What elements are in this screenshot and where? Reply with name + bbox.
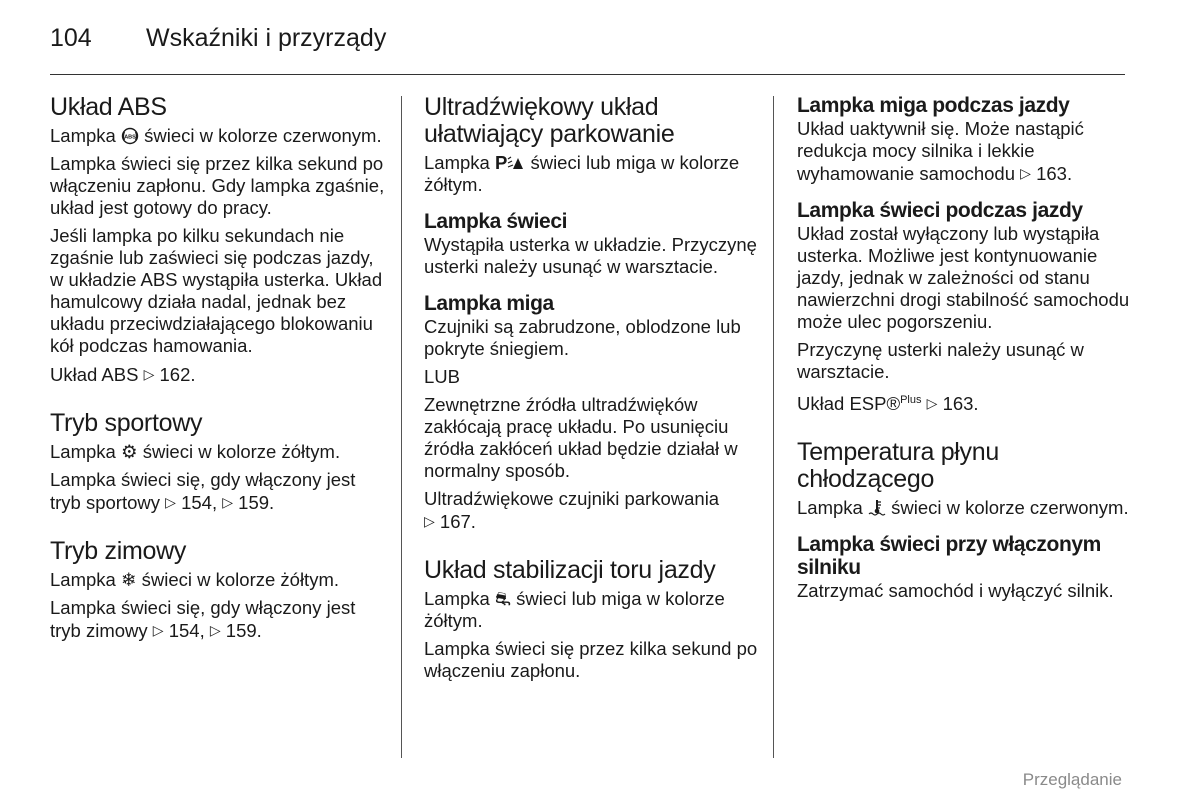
reference-page[interactable]: 163. [1036,163,1073,184]
text: świeci lub miga w kolorze żółtym. [424,588,725,631]
sport-mode-heading: Tryb sportowy [50,409,203,437]
abs-paragraph-3: Jeśli lampka po kilku sekundach nie zgaśnie lub zaświeci się podczas jazdy, w układzie ABS wystąpiła usterka. Układ hamulcowy działa nadal, jednak bez układu przeciwdziałającego blokowaniu kół podczas hamowania. [50,225,383,356]
reference-page[interactable]: 159. [238,492,275,513]
lamp-blink-paragraph-2: Zewnętrzne źródła ultradźwięków zakłócają pracę układu. Po usunięciu źródła zakłóceń układ będzie działał w normalny sposób. [424,394,738,481]
abs-warning-icon [121,127,139,145]
lamp-lit-paragraph: Wystąpiła usterka w układzie. Przyczynę usterki należy usunąć w warsztacie. [424,234,757,277]
parking-letter: P [494,152,508,173]
text: Lampka [797,497,863,519]
sport-paragraph-2 [50,469,390,514]
column-1 [50,94,390,648]
parking-paragraph-1 [424,152,764,196]
coolant-temp-heading: Temperatura płynu chłodzącego [797,438,999,494]
sport-mode-icon: ⚙ [120,441,138,462]
text: Lampka [50,441,116,462]
reference-label: Układ ABS [50,364,139,385]
lit-driving-paragraph: Układ został wyłączony lub wystąpiła usterka. Możliwe jest kontynuowanie jazdy, jednak w zależności od stanu nawierzchni drogi stabilność samochodu może ulec pogorszeniu. [797,223,1130,332]
svg-text:ABS: ABS [124,134,136,141]
chapter-title: Wskaźniki i przyrządy [146,24,387,52]
abs-heading: Układ ABS [50,93,167,121]
reference-arrow-icon: ▷ [424,513,435,529]
text: Lampka [424,588,490,609]
lamp-blink-paragraph: Czujniki są zabrudzone, oblodzone lub pokryte śniegiem. [424,316,741,359]
lit-driving-paragraph-2: Przyczynę usterki należy usunąć w warsztacie. [797,339,1084,382]
winter-paragraph-2 [50,597,390,642]
reference-page[interactable]: 159. [225,620,262,641]
reference-page[interactable]: 154, [181,492,218,513]
esp-paragraph-1 [424,588,764,632]
abs-paragraph-2: Lampka świeci się przez kilka sekund po włączeniu zapłonu. Gdy lampka zgaśnie, układ jest gotowy do pracy. [50,153,385,218]
lamp-blink-heading: Lampka miga [424,292,554,315]
text: Lampka [50,569,116,590]
esp-heading: Układ stabilizacji toru jazdy [424,556,716,584]
text: Lampka świeci się, gdy włączony jest tryb sportowy [50,469,356,513]
blink-driving-paragraph [797,118,1137,185]
text: świeci w kolorze czerwonym. [891,497,1129,519]
text: świeci w kolorze żółtym. [142,441,341,462]
lamp-lit-heading: Lampka świeci [424,210,568,233]
text: Lampka [424,152,490,173]
reference-arrow-icon: ▷ [926,395,938,412]
header-rule [50,74,1125,75]
text: świeci w kolorze żółtym. [141,569,340,590]
text: Lampka świeci się, gdy włączony jest tryb zimowy [50,597,356,641]
text: Ultradźwiękowe czujniki parkowania [424,488,720,509]
text: Układ uaktywnił się. Może nastąpić redukcja mocy silnika i lekkie wyhamowanie samochodu [797,118,1084,184]
engine-on-paragraph: Zatrzymać samochód i wyłączyć silnik. [797,580,1114,602]
text: świeci w kolorze czerwonym. [144,125,382,146]
abs-paragraph-1 [50,125,390,147]
page-number: 104 [50,24,92,52]
parking-assist-heading: Ultradźwiękowy układ ułatwiający parkowanie [424,93,675,148]
sport-paragraph-1 [50,441,390,463]
sensors-reference [424,488,764,533]
winter-mode-heading: Tryb zimowy [50,537,187,565]
blink-driving-heading: Lampka miga podczas jazdy [797,94,1070,117]
text: Lampka [50,125,116,146]
column-divider-1 [401,96,402,758]
reference-arrow-icon: ▷ [143,366,155,382]
footer-watermark: Przeglądanie [1022,770,1122,789]
esp-plus-reference [797,389,1137,415]
coolant-temperature-icon [868,499,886,517]
column-3 [797,94,1137,608]
reference-page[interactable]: 167. [439,511,476,532]
column-2 [424,94,764,688]
reference-arrow-icon: ▷ [152,622,164,638]
stability-control-icon: ⛐ [494,588,511,609]
lit-driving-heading: Lampka świeci podczas jazdy [797,199,1083,222]
column-divider-2 [773,96,774,758]
superscript: Plus [900,394,922,406]
text: świeci lub miga w kolorze żółtym. [424,152,740,195]
page-header [50,24,386,53]
reference-page[interactable]: 162. [159,364,196,385]
reference-arrow-icon: ▷ [165,494,176,510]
parking-assist-icon [495,152,525,174]
abs-reference[interactable] [50,363,390,386]
reference-arrow-icon: ▷ [222,494,234,510]
text: Układ ESP® [797,393,901,415]
reference-arrow-icon: ▷ [209,622,221,638]
reference-arrow-icon: ▷ [1020,165,1031,181]
or-separator: LUB [424,366,460,387]
engine-on-heading: Lampka świeci przy włączonym silniku [797,533,1101,580]
coolant-paragraph [797,497,1137,519]
snowflake-icon: ❄ [120,569,137,590]
reference-page[interactable]: 163. [942,393,979,415]
winter-paragraph-1 [50,569,390,591]
reference-page[interactable]: 154, [168,620,205,641]
esp-paragraph-2: Lampka świeci się przez kilka sekund po włączeniu zapłonu. [424,638,758,681]
